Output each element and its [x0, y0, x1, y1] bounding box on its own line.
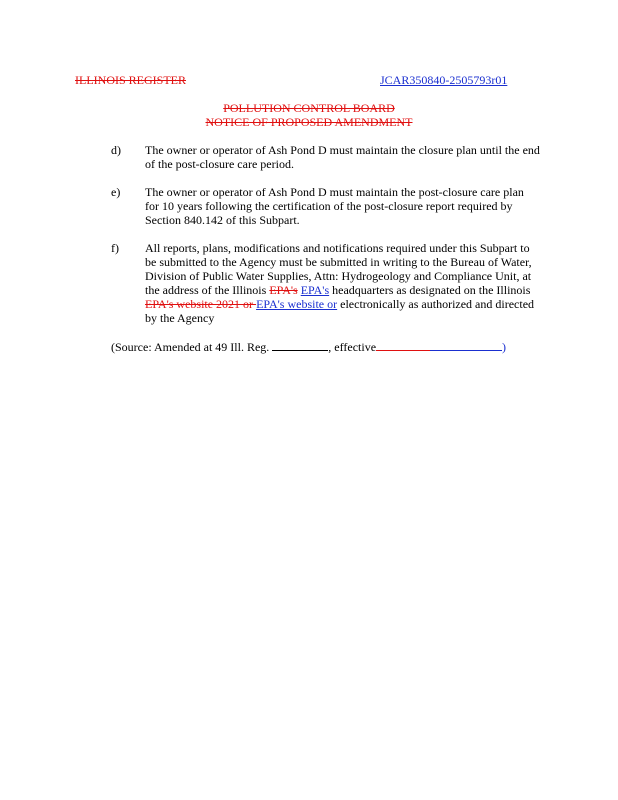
date-blank	[272, 339, 328, 351]
source-middle: , effective	[328, 340, 377, 354]
inserted-rule	[430, 341, 502, 351]
text-run: headquarters as designated on the Illinois	[329, 283, 531, 297]
item-text-line: Division of Public Water Supplies, Attn: Hydrogeology and Compliance Unit, at	[145, 269, 532, 283]
header-right: JCAR350840-2505793r01	[380, 73, 508, 87]
deleted-text: EPA's	[269, 283, 298, 297]
inserted-text: EPA's website or	[256, 297, 338, 311]
item-text-line: be submitted to the Agency must be submitted in writing to the Bureau of Water,	[145, 255, 532, 269]
title-line-2: NOTICE OF PROPOSED AMENDMENT	[205, 115, 413, 129]
item-text-line: All reports, plans, modifications and notifications required under this Subpart to	[145, 241, 530, 255]
item-text-line-tracked	[145, 283, 530, 297]
item-label: f)	[111, 241, 119, 255]
item-text-line-tracked	[145, 297, 534, 311]
source-prefix: (Source: Amended at 49 Ill. Reg.	[111, 340, 273, 354]
header-left: ILLINOIS REGISTER	[75, 73, 186, 87]
item-text-line: of the post-closure care period.	[145, 157, 294, 171]
inserted-text: EPA's	[300, 283, 330, 297]
deleted-rule	[376, 341, 430, 351]
title-line-1: POLLUTION CONTROL BOARD	[223, 101, 395, 115]
text-run: the address of the Illinois	[145, 283, 270, 297]
text-run: electronically as authorized and directed	[337, 297, 535, 311]
item-text-line: Section 840.142 of this Subpart.	[145, 213, 300, 227]
item-label: d)	[111, 143, 121, 157]
item-text-line: The owner or operator of Ash Pond D must maintain the closure plan until the end	[145, 143, 540, 157]
item-text-line: for 10 years following the certification of the post-closure report required by	[145, 199, 513, 213]
item-label: e)	[111, 185, 121, 199]
item-text-line: by the Agency	[145, 311, 215, 325]
deleted-text: EPA's website 2021 or	[145, 297, 257, 311]
item-text-line: The owner or operator of Ash Pond D must maintain the post-closure care plan	[145, 185, 524, 199]
source-suffix: )	[502, 340, 507, 354]
source-note	[111, 339, 506, 354]
